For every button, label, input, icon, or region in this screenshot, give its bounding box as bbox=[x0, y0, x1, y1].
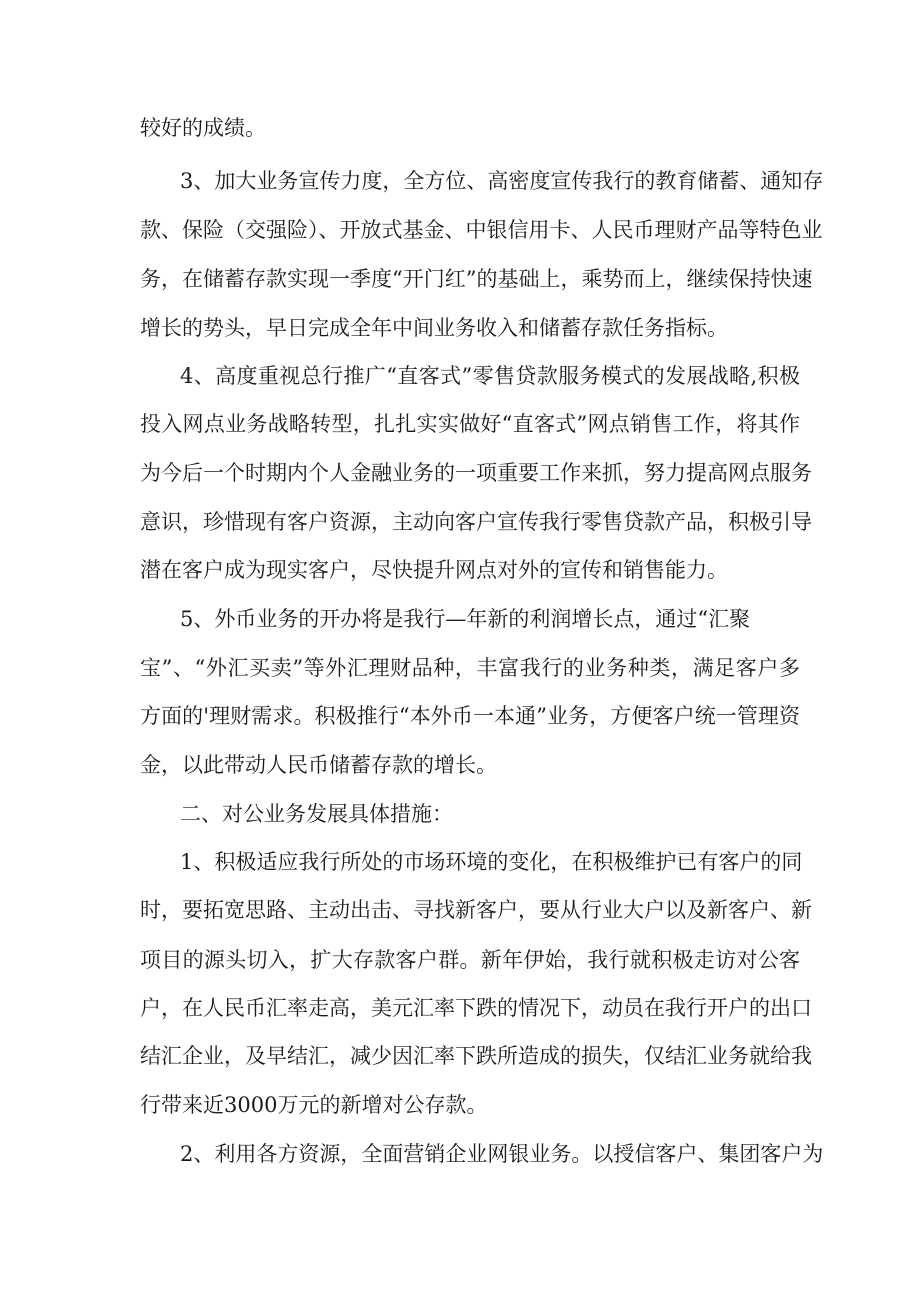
text-line: 结汇企业，及早结汇，减少因汇率下跌所造成的损失，仅结汇业务就给我 bbox=[140, 1044, 812, 1068]
text-line: 意识，珍惜现有客户资源，主动向客户宣传我行零售贷款产品，积极引导 bbox=[140, 510, 812, 534]
paragraph-start-line: 5、外币业务的开办将是我行—年新的利润增长点，通过“汇聚 bbox=[180, 607, 751, 631]
text-line: 项目的源头切入，扩大存款客户群。新年伊始，我行就积极走访对公客 bbox=[140, 948, 800, 972]
text-line: 宝”、“外汇买卖”等外汇理财品种，丰富我行的业务种类，满足客户多 bbox=[140, 656, 800, 680]
text-line: 金，以此带动人民币储蓄存款的增长。 bbox=[140, 753, 497, 777]
paragraph-start-line: 1、积极适应我行所处的市场环境的变化，在积极维护已有客户的同 bbox=[180, 850, 803, 874]
text-line: 较好的成绩。 bbox=[140, 116, 266, 140]
text-line: 为今后一个时期内个人金融业务的一项重要工作来抓，努力提高网点服务 bbox=[140, 461, 812, 485]
paragraph-start-line: 4、高度重视总行推广“直客式”零售贷款服务模式的发展战略,积极 bbox=[180, 364, 800, 388]
text-line: 款、保险（交强险）、开放式基金、中银信用卡、人民币理财产品等特色业 bbox=[140, 218, 823, 242]
paragraph-start-line: 3、加大业务宣传力度，全方位、高密度宣传我行的教育储蓄、通知存 bbox=[180, 169, 824, 193]
text-line: 行带来近3000万元的新增对公存款。 bbox=[140, 1093, 488, 1117]
text-line: 方面的'理财需求。积极推行“本外币一本通”业务，方便客户统一管理资 bbox=[140, 704, 800, 728]
text-line: 时，要拓宽思路、主动出击、寻找新客户，要从行业大户以及新客户、新 bbox=[140, 898, 812, 922]
text-line: 潜在客户成为现实客户，尽快提升网点对外的宣传和销售能力。 bbox=[140, 558, 728, 582]
section-heading: 二、对公业务发展具体措施： bbox=[180, 802, 453, 826]
text-line: 户，在人民币汇率走高，美元汇率下跌的情况下，动员在我行开户的出口 bbox=[140, 996, 812, 1020]
text-line: 务，在储蓄存款实现一季度“开门红”的基础上，乘势而上，继续保持快速 bbox=[140, 267, 813, 291]
text-line: 投入网点业务战略转型，扎扎实实做好“直客式”网点销售工作，将其作 bbox=[140, 412, 800, 436]
text-line: 增长的势头，早日完成全年中间业务收入和储蓄存款任务指标。 bbox=[140, 316, 728, 340]
paragraph-start-line: 2、利用各方资源，全面营销企业网银业务。以授信客户、集团客户为 bbox=[180, 1142, 824, 1166]
